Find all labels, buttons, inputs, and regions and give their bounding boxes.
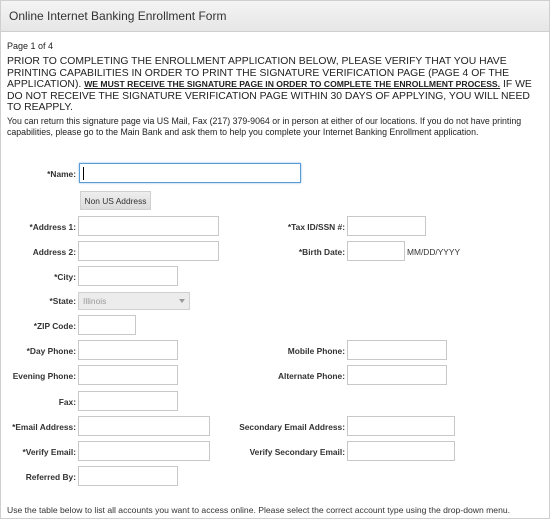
alternate-phone-label: Alternate Phone:: [277, 371, 345, 381]
return-info-text: You can return this signature page via US Mail, Fax (217) 379-9064 or in person at either of our locations. If you do not have printing capabilities, please go to the Main Bank and ask them to help you complete your Internet Banking Enrollment application.: [7, 116, 522, 137]
address1-label: *Address 1:: [29, 222, 76, 232]
city-input[interactable]: [78, 266, 178, 286]
email-input[interactable]: [78, 416, 210, 436]
chevron-down-icon: [179, 299, 185, 303]
form-title-bar: [1, 1, 549, 32]
alternate-phone-input[interactable]: [347, 365, 447, 385]
warning-emphasis: WE MUST RECEIVE THE SIGNATURE PAGE IN ORDER TO COMPLETE THE ENROLLMENT PROCESS.: [84, 79, 501, 90]
tax-id-label: *Tax ID/SSN #:: [287, 222, 345, 232]
non-us-address-button[interactable]: Non US Address: [80, 191, 151, 210]
birth-date-label: *Birth Date:: [298, 247, 345, 257]
mobile-phone-input[interactable]: [347, 340, 447, 360]
day-phone-label: *Day Phone:: [26, 346, 76, 356]
name-input[interactable]: [79, 163, 301, 183]
secondary-email-input[interactable]: [347, 416, 455, 436]
address2-label: Address 2:: [32, 247, 76, 257]
email-label: *Email Address:: [12, 422, 76, 432]
verify-email-label: *Verify Email:: [22, 447, 76, 457]
secondary-email-label: Secondary Email Address:: [239, 422, 345, 432]
birth-date-input[interactable]: [347, 241, 405, 261]
verify-email-input[interactable]: [78, 441, 210, 461]
printing-warning: [7, 56, 543, 114]
warning-text-1: PRIOR TO COMPLETING THE ENROLLMENT APPLICATION BELOW, PLEASE VERIFY THAT YOU HAVE PRINTING CAPABILITIES IN ORDER TO PRINT THE SIGNATURE VERIFICATION PAGE (PAGE 4 OF THE APPLICATION).: [7, 56, 510, 91]
address2-input[interactable]: [78, 241, 219, 261]
zip-input[interactable]: [78, 315, 136, 335]
referred-by-label: Referred By:: [25, 472, 76, 482]
state-selected-value: Illinois: [83, 296, 107, 306]
fax-label: Fax:: [58, 397, 76, 407]
verify-secondary-email-input[interactable]: [347, 441, 455, 461]
name-label: *Name:: [47, 169, 76, 179]
tax-id-input[interactable]: [347, 216, 426, 236]
referred-by-input[interactable]: [78, 466, 178, 486]
state-label: *State:: [49, 296, 76, 306]
mobile-phone-label: Mobile Phone:: [287, 346, 345, 356]
warning-text-2: IF WE DO NOT RECEIVE THE SIGNATURE VERIFICATION PAGE WITHIN 30 DAYS OF APPLYING, YOU WILL NEED TO REAPPLY.: [7, 79, 532, 114]
text-caret: [83, 167, 84, 180]
city-label: *City:: [54, 272, 76, 282]
verify-secondary-email-label: Verify Secondary Email:: [249, 447, 345, 457]
address1-input[interactable]: [78, 216, 219, 236]
evening-phone-label: Evening Phone:: [12, 371, 76, 381]
day-phone-input[interactable]: [78, 340, 178, 360]
page-indicator: Page 1 of 4: [7, 41, 54, 51]
accounts-instructions: Use the table below to list all accounts you want to access online. Please select the correct account type using the drop-down menu.: [7, 505, 511, 515]
state-select[interactable]: [78, 292, 190, 310]
fax-input[interactable]: [78, 391, 178, 411]
form-title: Online Internet Banking Enrollment Form: [9, 9, 227, 23]
evening-phone-input[interactable]: [78, 365, 178, 385]
zip-label: *ZIP Code:: [33, 321, 76, 331]
birth-date-format-hint: MM/DD/YYYY: [407, 247, 461, 257]
